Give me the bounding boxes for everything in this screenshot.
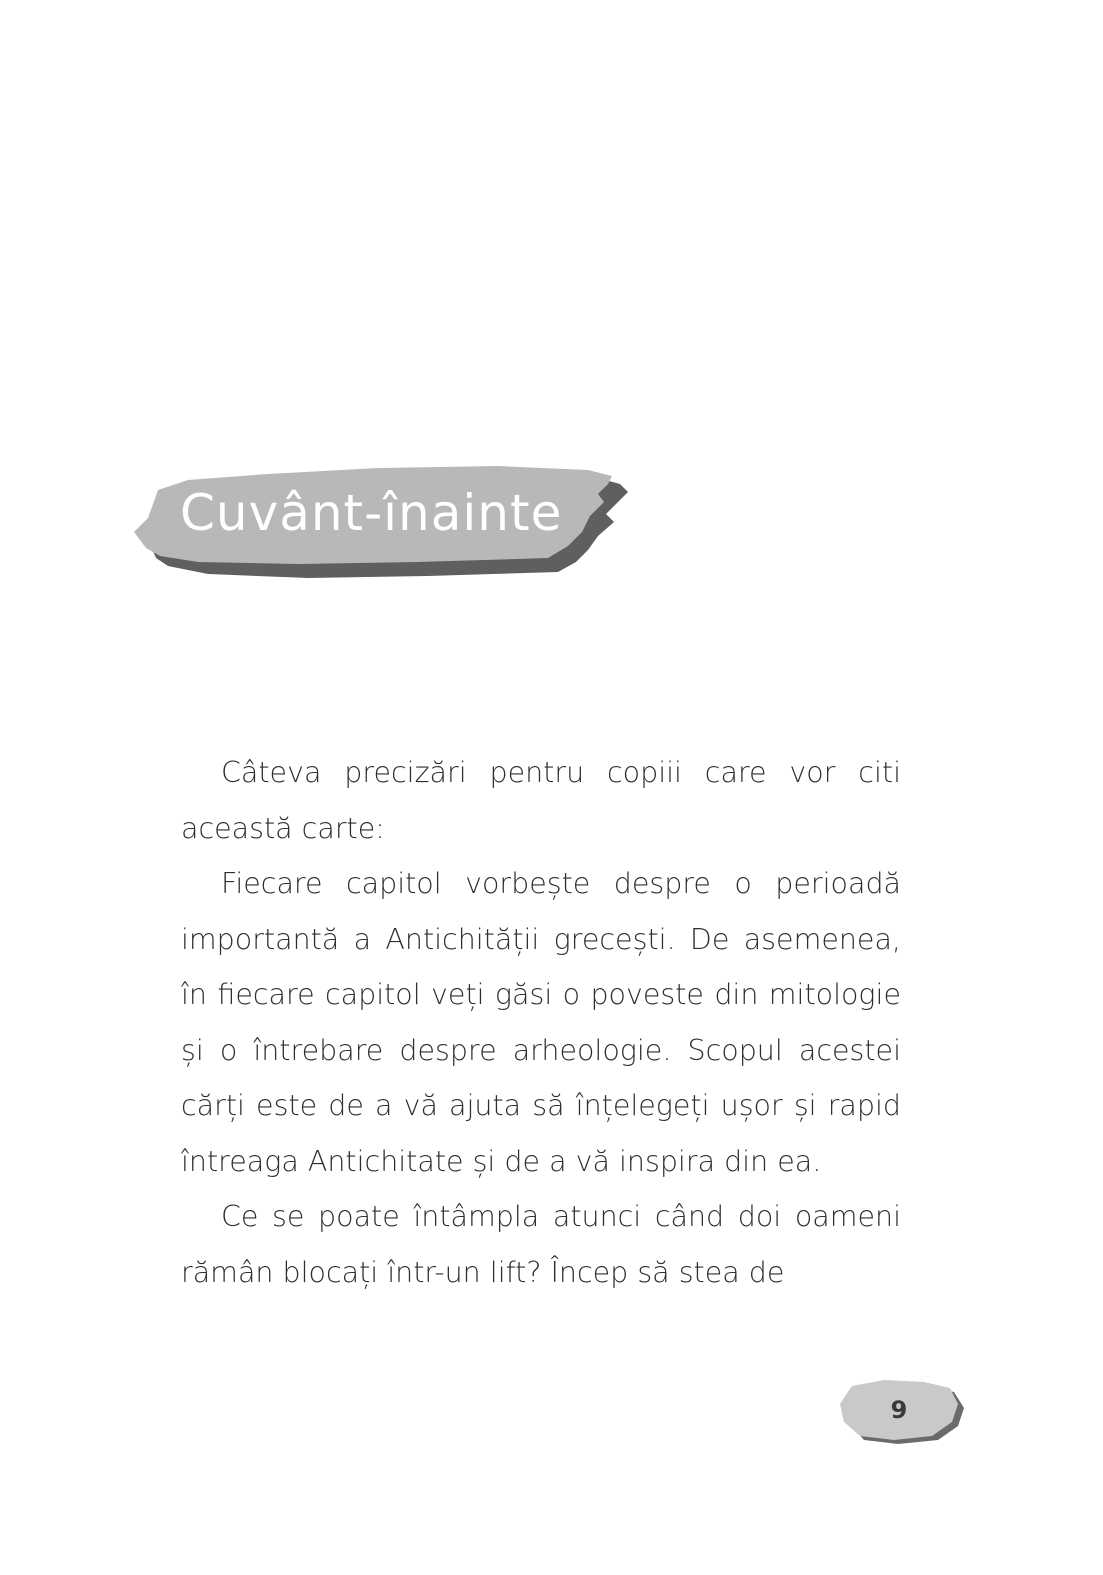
paragraph: Ce se poate întâmpla atunci când doi oameni rămân blocați într-un lift? Încep să stea de xyxy=(181,1200,901,1289)
chapter-title: Cuvânt-înainte xyxy=(180,484,563,542)
paragraph: Fiecare capitol vorbește despre o perioadă importantă a Antichității grecești. De asemenea, în fiecare capitol veți găsi o poveste din mitologie și o întrebare despre arheologie. Scopul acestei cărți este de a vă ajuta să înțelegeți ușor și rapid întreaga Antichitate și de a vă inspira din ea. xyxy=(181,867,901,1178)
page-number: 9 xyxy=(890,1396,908,1424)
paragraph: Câteva precizări pentru copiii care vor citi această carte: xyxy=(181,756,901,845)
chapter-title-banner xyxy=(128,462,648,590)
body-text xyxy=(181,745,901,1300)
page-number-badge xyxy=(838,1378,968,1450)
